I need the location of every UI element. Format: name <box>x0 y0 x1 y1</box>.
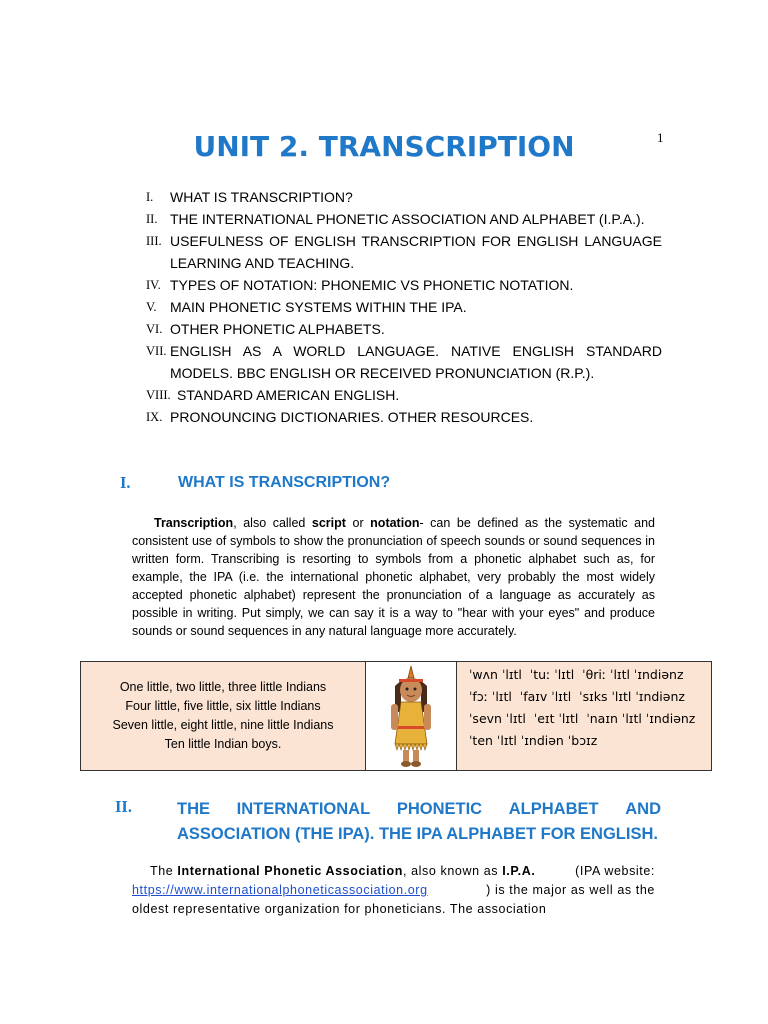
section-1-number: I. <box>120 473 131 492</box>
rhyme-lyrics-cell <box>81 662 366 770</box>
toc-item-number: VII. <box>146 344 167 358</box>
rhyme-ipa-line: ˈten ˈlɪtl ˈɪndiən ˈbɔɪz <box>469 733 598 748</box>
section-2-heading <box>177 797 661 847</box>
term-ipa-association: International Phonetic Association <box>177 864 403 878</box>
rhyme-line: Four little, five little, six little Indians <box>125 699 321 713</box>
section-2-paragraph <box>132 862 655 919</box>
page-number: 1 <box>657 130 664 145</box>
text: ) is the major as well as the <box>486 883 655 897</box>
toc-item <box>146 230 662 274</box>
toc-item-label: MAIN PHONETIC SYSTEMS WITHIN THE IPA. <box>170 299 467 315</box>
rhyme-ipa-line: ˈsevn ˈlɪtl ˈeɪt ˈlɪtl ˈnaɪn ˈlɪtl ˈɪndiənz <box>469 711 696 726</box>
toc-item <box>146 274 662 296</box>
toc-item-number: III. <box>146 234 162 248</box>
rhyme-ipa-line: ˈfɔː ˈlɪtl ˈfaɪv ˈlɪtl ˈsɪks ˈlɪtl ˈɪndiənz <box>469 689 685 704</box>
text: oldest representative organization for phoneticians. The association <box>132 902 547 916</box>
toc-item-label: THE INTERNATIONAL PHONETIC ASSOCIATION AND ALPHABET (I.P.A.). <box>170 211 645 227</box>
heading-word: PHONETIC <box>396 800 483 818</box>
section-2-number: II. <box>115 797 132 816</box>
rhyme-ipa-cell <box>457 662 711 770</box>
toc-item-label: OTHER PHONETIC ALPHABETS. <box>170 321 385 337</box>
toc-item <box>146 340 662 384</box>
toc-item-label: TYPES OF NOTATION: PHONEMIC VS PHONETIC NOTATION. <box>170 277 574 293</box>
rhyme-line: Ten little Indian boys. <box>164 737 282 751</box>
rhyme-ipa-line: ˈwʌn ˈlɪtl ˈtuː ˈlɪtl ˈθriː ˈlɪtl ˈɪndiənz <box>469 667 684 682</box>
heading-word: THE <box>177 800 210 818</box>
toc-item-label: PRONOUNCING DICTIONARIES. OTHER RESOURCES. <box>170 409 534 425</box>
toc-item <box>146 186 662 208</box>
toc-item-number: VIII. <box>146 388 171 402</box>
toc-item <box>146 384 662 406</box>
heading-word: AND <box>625 800 661 818</box>
toc-item-label: WHAT IS TRANSCRIPTION? <box>170 189 353 205</box>
text: (IPA website: <box>575 864 655 878</box>
indian-girl-illustration <box>366 662 457 770</box>
paragraph-line <box>132 881 655 900</box>
term-transcription: Transcription <box>154 516 234 530</box>
toc-item-number: IV. <box>146 278 161 292</box>
paragraph-line <box>132 862 655 881</box>
text: The <box>150 864 178 878</box>
ipa-website-link[interactable]: https://www.internationalphoneticassociation.org <box>132 883 428 897</box>
section-1-paragraph <box>132 514 655 640</box>
page-title: UNIT 2. TRANSCRIPTION <box>193 130 575 163</box>
term-notation: notation <box>370 516 420 530</box>
toc-item-number: IX. <box>146 410 163 424</box>
toc-item-number: V. <box>146 300 157 314</box>
toc-item-label: STANDARD AMERICAN ENGLISH. <box>177 387 400 403</box>
heading-word: INTERNATIONAL <box>236 800 371 818</box>
toc-item <box>146 318 662 340</box>
rhyme-line: One little, two little, three little Indians <box>119 680 327 694</box>
text: or <box>345 516 371 530</box>
toc-item-label: ENGLISH AS A WORLD LANGUAGE. NATIVE ENGLISH STANDARD MODELS. BBC ENGLISH OR RECEIVED PRONUNCIATION (R.P.). <box>170 343 662 381</box>
term-script: script <box>311 516 346 530</box>
toc-item-number: I. <box>146 190 154 204</box>
rhyme-line: Seven little, eight little, nine little Indians <box>112 718 334 732</box>
rhyme-table <box>80 661 712 771</box>
section-2-heading-line1 <box>177 797 661 822</box>
toc-item <box>146 296 662 318</box>
text: , also known as <box>402 864 503 878</box>
toc-item <box>146 208 662 230</box>
section-2-heading-line2: ASSOCIATION (THE IPA). THE IPA ALPHABET FOR ENGLISH. <box>177 825 658 843</box>
table-of-contents <box>146 186 662 428</box>
heading-word: ALPHABET <box>508 800 599 818</box>
section-1-heading: WHAT IS TRANSCRIPTION? <box>178 474 391 491</box>
term-ipa: I.P.A. <box>502 864 536 878</box>
indian-girl-illustration-svg <box>381 664 441 768</box>
text: - can be defined as the systematic and consistent use of symbols to show the pronunciation of speech sounds or sound sequences in written form. Transcribing is resorting to symbols from a phonetic alphabet such as, for example, the IPA (i.e. the international phonetic alphabet, very probably the most widely accepted phonetic alphabet) represent the pronunciation of a language as accurately as possible in writing. Put simply, we can say it is a way to "hear with your eyes" and produce sounds or sound sequences in any natural language more accurately. <box>132 516 656 638</box>
toc-item <box>146 406 662 428</box>
toc-item-number: II. <box>146 212 158 226</box>
paragraph-segment <box>132 862 535 881</box>
toc-item-label: USEFULNESS OF ENGLISH TRANSCRIPTION FOR ENGLISH LANGUAGE LEARNING AND TEACHING. <box>170 233 662 271</box>
paragraph-line <box>132 900 655 919</box>
toc-item-number: VI. <box>146 322 163 336</box>
text: , also called <box>233 516 312 530</box>
